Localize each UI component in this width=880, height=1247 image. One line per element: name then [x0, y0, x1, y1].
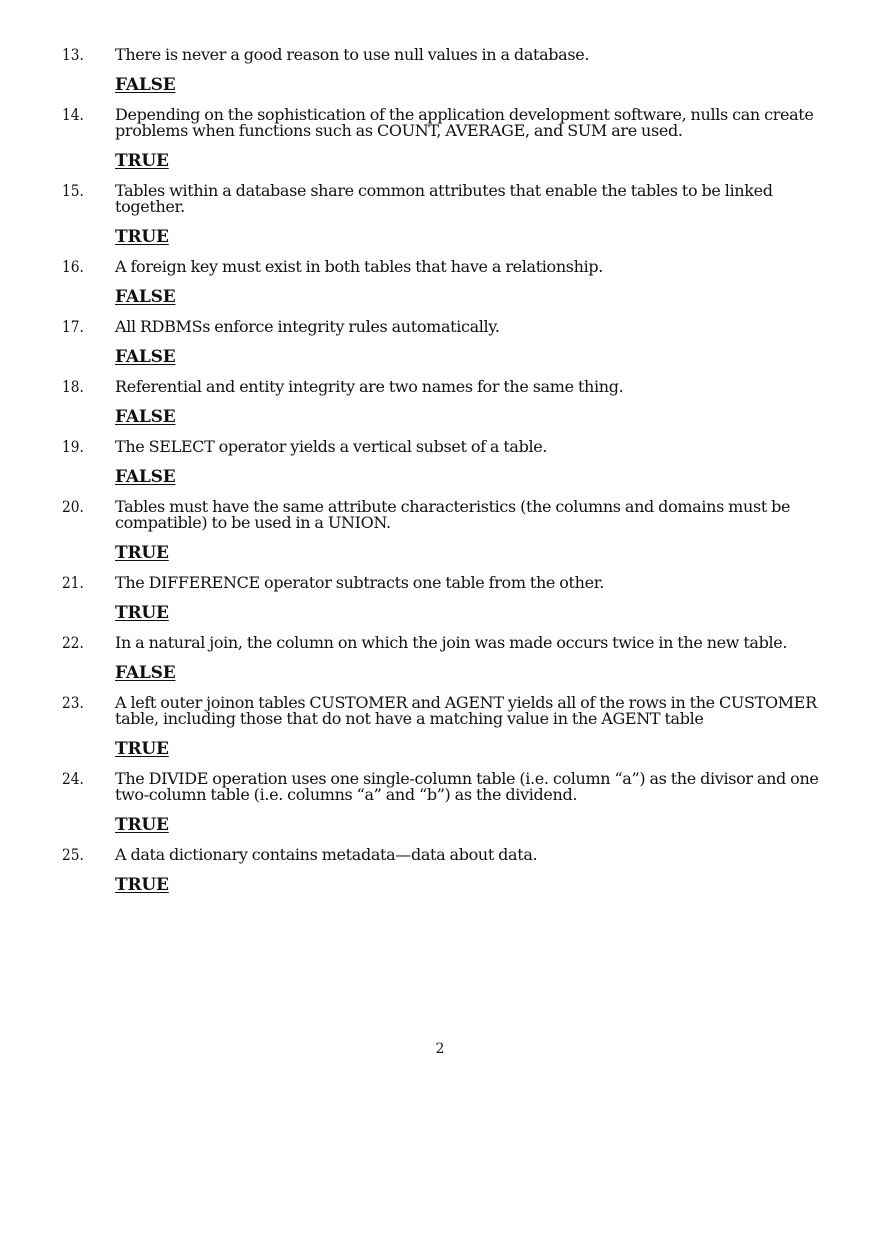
answer-label: FALSE — [115, 287, 176, 307]
question-number: 20. — [62, 497, 84, 516]
question-item — [62, 635, 822, 682]
question-text: All RDBMSs enforce integrity rules automatically. — [115, 317, 500, 336]
question-text: There is never a good reason to use null values in a database. — [115, 45, 590, 64]
question-item — [62, 771, 822, 834]
question-item — [62, 439, 822, 486]
question-number: 19. — [62, 437, 84, 456]
question-text: The SELECT operator yields a vertical subset of a table. — [115, 437, 548, 456]
question-text: A foreign key must exist in both tables that have a relationship. — [115, 257, 604, 276]
answer-label: FALSE — [115, 663, 176, 683]
question-number: 23. — [62, 693, 84, 712]
question-number: 25. — [62, 845, 84, 864]
question-item — [62, 319, 822, 366]
question-item — [62, 259, 822, 306]
question-item — [62, 695, 822, 758]
question-text: Depending on the sophistication of the application development software, nulls can create problems when functions such as COUNT, AVERAGE, and SUM are used. — [115, 105, 814, 140]
page-number: 2 — [435, 1041, 445, 1057]
question-text: Tables must have the same attribute characteristics (the columns and domains must be compatible) to be used in a UNION. — [115, 497, 791, 532]
question-text: Referential and entity integrity are two names for the same thing. — [115, 377, 624, 396]
question-number: 13. — [62, 45, 84, 64]
question-text: Tables within a database share common attributes that enable the tables to be linked together. — [115, 181, 773, 216]
answer-label: TRUE — [115, 739, 169, 759]
question-number: 22. — [62, 633, 84, 652]
question-item — [62, 47, 822, 94]
question-number: 18. — [62, 377, 84, 396]
answer-label: TRUE — [115, 875, 169, 895]
question-item — [62, 107, 822, 170]
question-number: 24. — [62, 769, 84, 788]
question-text: A left outer joinon tables CUSTOMER and AGENT yields all of the rows in the CUSTOMER table, including those that do not have a matching value in the AGENT table — [115, 693, 817, 728]
question-item — [62, 575, 822, 622]
question-text: The DIFFERENCE operator subtracts one table from the other. — [115, 573, 604, 592]
question-number: 15. — [62, 181, 84, 200]
question-item — [62, 379, 822, 426]
answer-label: TRUE — [115, 815, 169, 835]
answer-label: FALSE — [115, 407, 176, 427]
answer-label: FALSE — [115, 467, 176, 487]
question-list — [62, 47, 822, 907]
question-item — [62, 183, 822, 246]
question-item — [62, 499, 822, 562]
answer-label: TRUE — [115, 151, 169, 171]
question-item — [62, 847, 822, 894]
question-number: 21. — [62, 573, 84, 592]
question-text: A data dictionary contains metadata—data about data. — [115, 845, 538, 864]
question-number: 17. — [62, 317, 84, 336]
question-text: The DIVIDE operation uses one single-column table (i.e. column “a”) as the divisor and one two-column table (i.e. columns “a” and “b”) as the dividend. — [115, 769, 819, 804]
answer-label: TRUE — [115, 227, 169, 247]
question-text: In a natural join, the column on which the join was made occurs twice in the new table. — [115, 633, 788, 652]
answer-label: FALSE — [115, 75, 176, 95]
answer-label: TRUE — [115, 543, 169, 563]
answer-label: FALSE — [115, 347, 176, 367]
answer-label: TRUE — [115, 603, 169, 623]
question-number: 14. — [62, 105, 84, 124]
question-number: 16. — [62, 257, 84, 276]
